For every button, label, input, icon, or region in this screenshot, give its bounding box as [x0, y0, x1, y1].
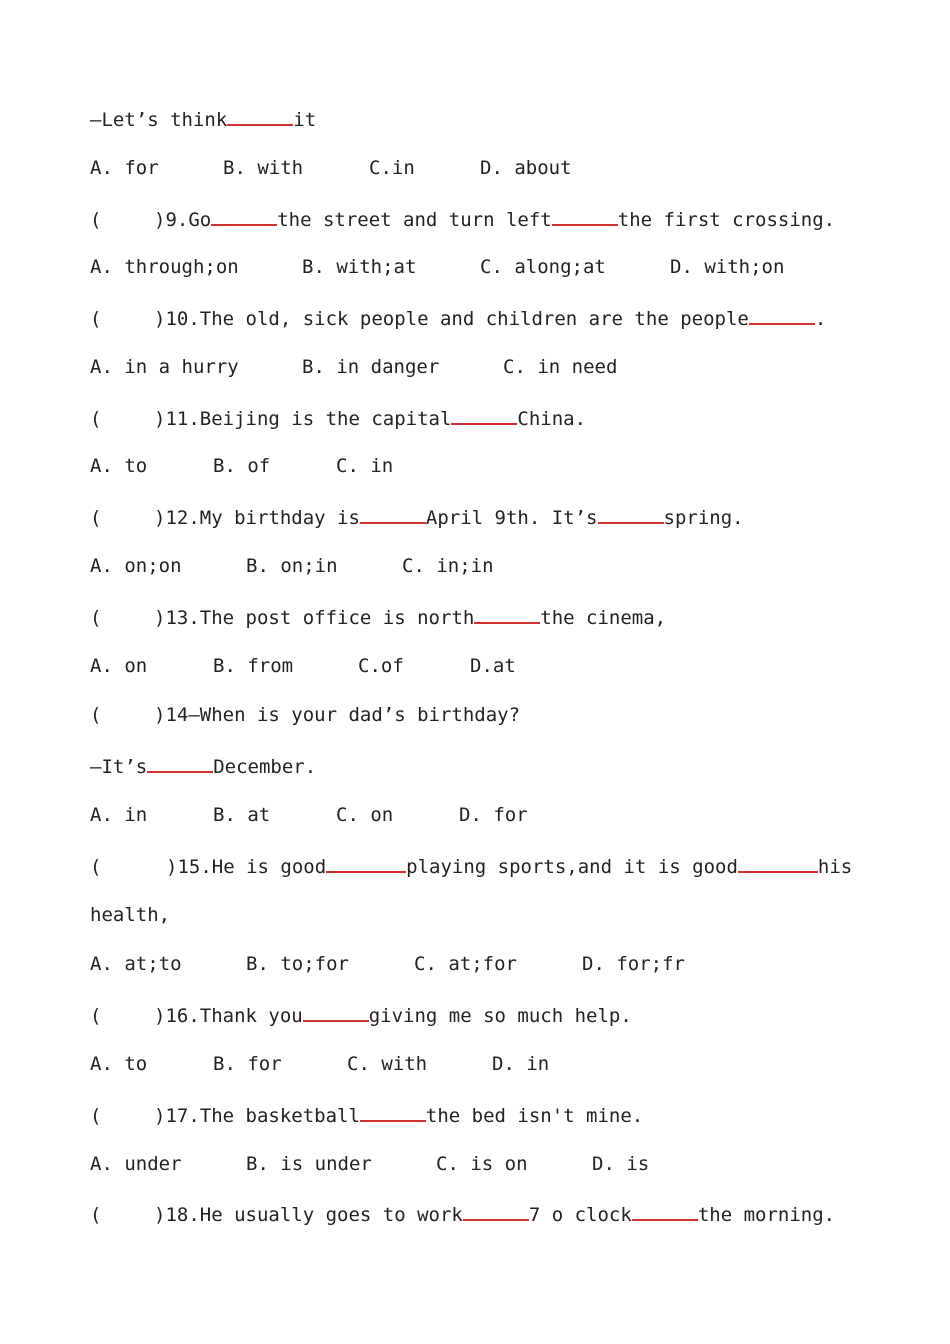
answer-paren[interactable]: ( [90, 1204, 102, 1226]
answer-blank[interactable] [211, 206, 277, 226]
q17-text-end: the bed isn't mine. [425, 1105, 644, 1127]
answer-paren[interactable]: ( [90, 704, 102, 726]
q15-continuation [90, 903, 170, 927]
option-c: C. in [336, 455, 394, 477]
option-b: B. at [213, 804, 271, 826]
q18-text-end: the morning. [697, 1204, 836, 1226]
answer-blank[interactable] [474, 604, 540, 624]
option-d: D. for;fr [582, 953, 685, 975]
q13-text: )13.The post office is north [154, 607, 475, 629]
q16-options [90, 1052, 549, 1076]
q15-options [90, 952, 685, 976]
q12-text-end: spring. [663, 507, 744, 529]
q17-text: )17.The basketball [154, 1105, 360, 1127]
option-d: D. about [480, 157, 572, 179]
option-b: B. of [213, 455, 271, 477]
option-c: C.of [358, 655, 404, 677]
q12-line [90, 504, 744, 530]
answer-blank[interactable] [738, 853, 818, 873]
option-c: C. is on [436, 1153, 528, 1175]
q15-text-mid: playing sports,and it is good [406, 856, 738, 878]
q16-text-end: giving me so much help. [368, 1005, 632, 1027]
answer-blank[interactable] [749, 305, 815, 325]
option-c: C.in [369, 157, 415, 179]
option-a: A. in [90, 804, 148, 826]
q9-line [90, 206, 835, 232]
option-a: A. through;on [90, 256, 239, 278]
q15-text: )15.He is good [166, 856, 327, 878]
option-c: C. in;in [402, 555, 494, 577]
q8-options [90, 156, 572, 180]
answer-paren[interactable]: ( [90, 1005, 102, 1027]
answer-blank[interactable] [303, 1002, 369, 1022]
q13-options [90, 654, 516, 678]
q11-options [90, 454, 393, 478]
answer-paren[interactable]: ( [90, 856, 102, 878]
option-b: B. for [213, 1053, 282, 1075]
option-b: B. is under [246, 1153, 372, 1175]
answer-paren[interactable]: ( [90, 308, 102, 330]
option-d: D. in [492, 1053, 550, 1075]
q12-options [90, 554, 494, 578]
answer-blank[interactable] [227, 106, 293, 126]
q10-line [90, 305, 826, 331]
q8-text: —Let’s think [90, 109, 228, 131]
answer-blank[interactable] [552, 206, 618, 226]
q10-text: )10.The old, sick people and children are the people [154, 308, 749, 330]
answer-blank[interactable] [598, 504, 664, 524]
answer-blank[interactable] [451, 405, 517, 425]
q10-options [90, 355, 617, 379]
q14-answer-line [90, 753, 316, 779]
q17-options [90, 1152, 649, 1176]
q13-text-end: the cinema, [540, 607, 667, 629]
option-d: D. with;on [670, 256, 785, 278]
q8-answer-line [90, 106, 316, 132]
option-c: C. at;for [414, 953, 517, 975]
answer-blank[interactable] [147, 753, 213, 773]
q12-text-mid: April 9th. It’s [425, 507, 598, 529]
option-c: C. with [347, 1053, 428, 1075]
q14-text: )14—When is your dad’s birthday? [154, 704, 521, 726]
q14-line [90, 703, 520, 727]
q11-text-end: China. [517, 408, 587, 430]
option-d: D. for [459, 804, 528, 826]
option-a: A. for [90, 157, 159, 179]
q14-answer-text: —It’s [90, 756, 148, 778]
q11-text: )11.Beijing is the capital [154, 408, 452, 430]
q18-text: )18.He usually goes to work [154, 1204, 463, 1226]
answer-paren[interactable]: ( [90, 607, 102, 629]
q9-text-mid: the street and turn left [277, 209, 552, 231]
q10-text-end: . [814, 308, 827, 330]
option-b: B. with;at [302, 256, 417, 278]
answer-paren[interactable]: ( [90, 209, 102, 231]
q16-line [90, 1002, 632, 1028]
answer-blank[interactable] [632, 1201, 698, 1221]
q9-options [90, 255, 784, 279]
option-a: A. on [90, 655, 148, 677]
option-d: D.at [470, 655, 516, 677]
option-b: B. on;in [246, 555, 338, 577]
answer-blank[interactable] [463, 1201, 529, 1221]
option-a: A. in a hurry [90, 356, 239, 378]
option-b: B. to;for [246, 953, 349, 975]
q15-line [90, 853, 852, 879]
answer-blank[interactable] [360, 504, 426, 524]
q15-text-end: his [817, 856, 853, 878]
option-c: C. in need [503, 356, 618, 378]
q15-text-cont: health, [90, 904, 171, 926]
q14-text-end: December. [213, 756, 317, 778]
option-a: A. to [90, 455, 148, 477]
answer-blank[interactable] [326, 853, 406, 873]
q17-line [90, 1102, 643, 1128]
q14-options [90, 803, 528, 827]
option-a: A. under [90, 1153, 182, 1175]
q12-text: )12.My birthday is [154, 507, 360, 529]
q8-text-end: it [293, 109, 317, 131]
option-d: D. is [592, 1153, 650, 1175]
q18-line [90, 1201, 835, 1227]
q9-text: )9.Go [154, 209, 212, 231]
answer-paren[interactable]: ( [90, 507, 102, 529]
option-a: A. to [90, 1053, 148, 1075]
option-c: C. along;at [480, 256, 606, 278]
q13-line [90, 604, 666, 630]
q16-text: )16.Thank you [154, 1005, 303, 1027]
answer-paren[interactable]: ( [90, 408, 102, 430]
option-a: A. at;to [90, 953, 182, 975]
q18-text-mid: 7 o clock [528, 1204, 632, 1226]
q9-text-end: the first crossing. [617, 209, 836, 231]
option-a: A. on;on [90, 555, 182, 577]
option-b: B. from [213, 655, 294, 677]
option-b: B. with [223, 157, 304, 179]
q11-line [90, 405, 586, 431]
option-c: C. on [336, 804, 394, 826]
option-b: B. in danger [302, 356, 440, 378]
answer-blank[interactable] [360, 1102, 426, 1122]
answer-paren[interactable]: ( [90, 1105, 102, 1127]
